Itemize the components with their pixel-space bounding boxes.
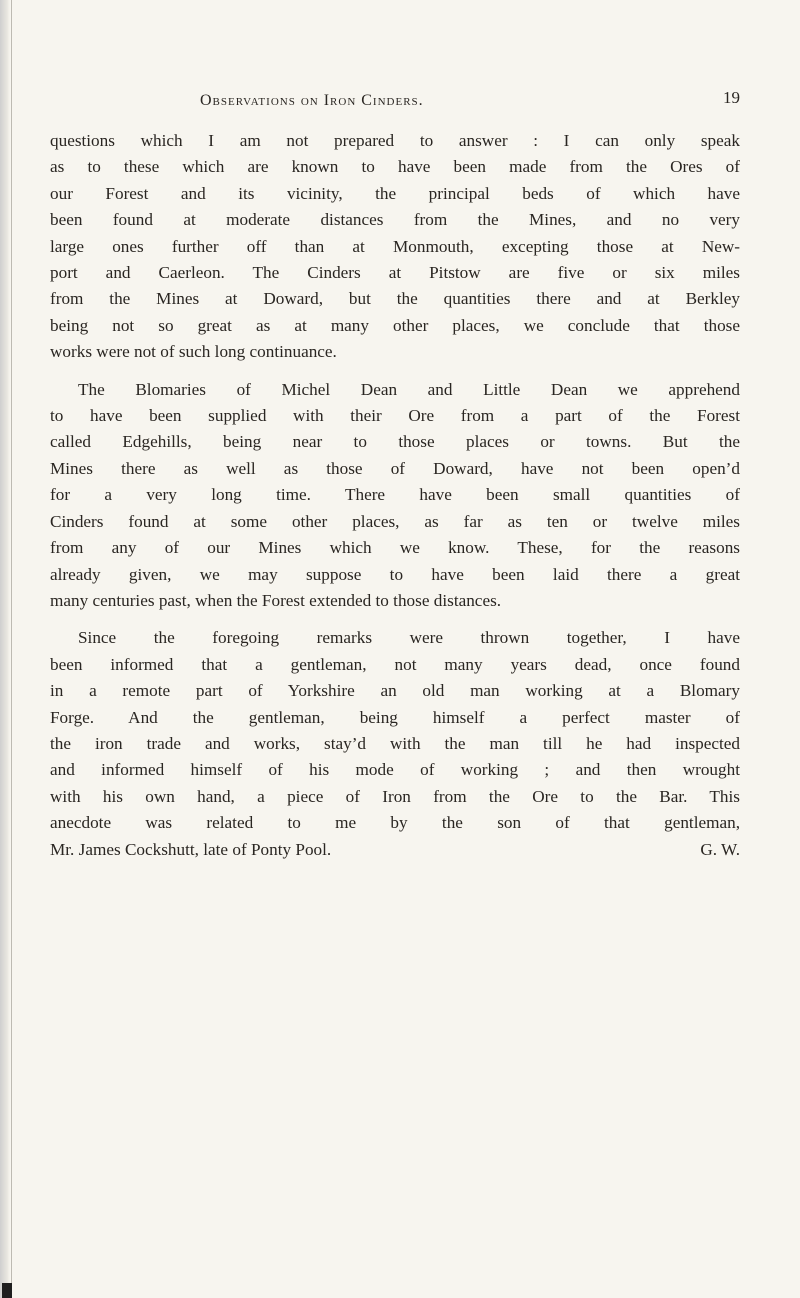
- text-line: Mines there as well as those of Doward, have not been open’d: [50, 458, 740, 478]
- text-line: already given, we may suppose to have been laid there a great: [50, 564, 740, 584]
- text-line: and informed himself of his mode of working ; and then wrought: [50, 760, 740, 780]
- text-line: as to these which are known to have been made from the Ores of: [50, 157, 740, 177]
- running-title: Observations on Iron Cinders.: [200, 92, 424, 109]
- text-line: being not so great as at many other places, we conclude that those: [50, 315, 740, 335]
- text-line: port and Caerleon. The Cinders at Pitstow are five or six miles: [50, 263, 740, 283]
- running-head: [50, 88, 740, 114]
- text-line: many centuries past, when the Forest extended to those distances.: [50, 590, 502, 610]
- author-signature: G. W.: [700, 839, 740, 859]
- page-edge-line: [11, 0, 12, 1298]
- paragraph-gap: [50, 366, 740, 377]
- page-edge-shadow: [0, 0, 10, 1298]
- text-line: works were not of such long continuance.: [50, 342, 337, 362]
- text-line: been found at moderate distances from the Mines, and no very: [50, 210, 740, 230]
- text-line: in a remote part of Yorkshire an old man working at a Blomary: [50, 681, 740, 701]
- paragraph-2: [50, 377, 740, 615]
- text-line: to have been supplied with their Ore from a part of the Forest: [50, 406, 740, 426]
- paragraph-1: [50, 128, 740, 366]
- text-line: called Edgehills, being near to those places or towns. But the: [50, 432, 740, 452]
- text-line: Forge. And the gentleman, being himself a perfect master of: [50, 707, 740, 727]
- gutter-mark: [2, 1283, 12, 1298]
- text-line: with his own hand, a piece of Iron from the Ore to the Bar. This: [50, 786, 740, 806]
- text-line: been informed that a gentleman, not many years dead, once found: [50, 654, 740, 674]
- paragraph-gap: [50, 614, 740, 625]
- text-line: anecdote was related to me by the son of that gentleman,: [50, 813, 740, 833]
- text-line: Mr. James Cockshutt, late of Ponty Pool.: [50, 839, 332, 859]
- page-number: 19: [723, 88, 740, 107]
- text-line: large ones further off than at Monmouth, excepting those at New-: [50, 236, 740, 256]
- text-line: from the Mines at Doward, but the quantities there and at Berkley: [50, 289, 740, 309]
- text-line: our Forest and its vicinity, the principal beds of which have: [50, 183, 740, 203]
- text-line: for a very long time. There have been small quantities of: [50, 485, 740, 505]
- text-body: [50, 128, 740, 863]
- text-line: the iron trade and works, stay’d with the man till he had inspected: [50, 733, 740, 753]
- text-line: The Blomaries of Michel Dean and Little Dean we apprehend: [78, 379, 740, 399]
- text-line: from any of our Mines which we know. These, for the reasons: [50, 538, 740, 558]
- book-page: [50, 88, 740, 863]
- closing-line: [50, 837, 740, 863]
- text-line: Since the foregoing remarks were thrown together, I have: [78, 628, 740, 648]
- paragraph-3: [50, 625, 740, 863]
- text-line: questions which I am not prepared to answer : I can only speak: [50, 131, 740, 150]
- text-line: Cinders found at some other places, as far as ten or twelve miles: [50, 511, 740, 531]
